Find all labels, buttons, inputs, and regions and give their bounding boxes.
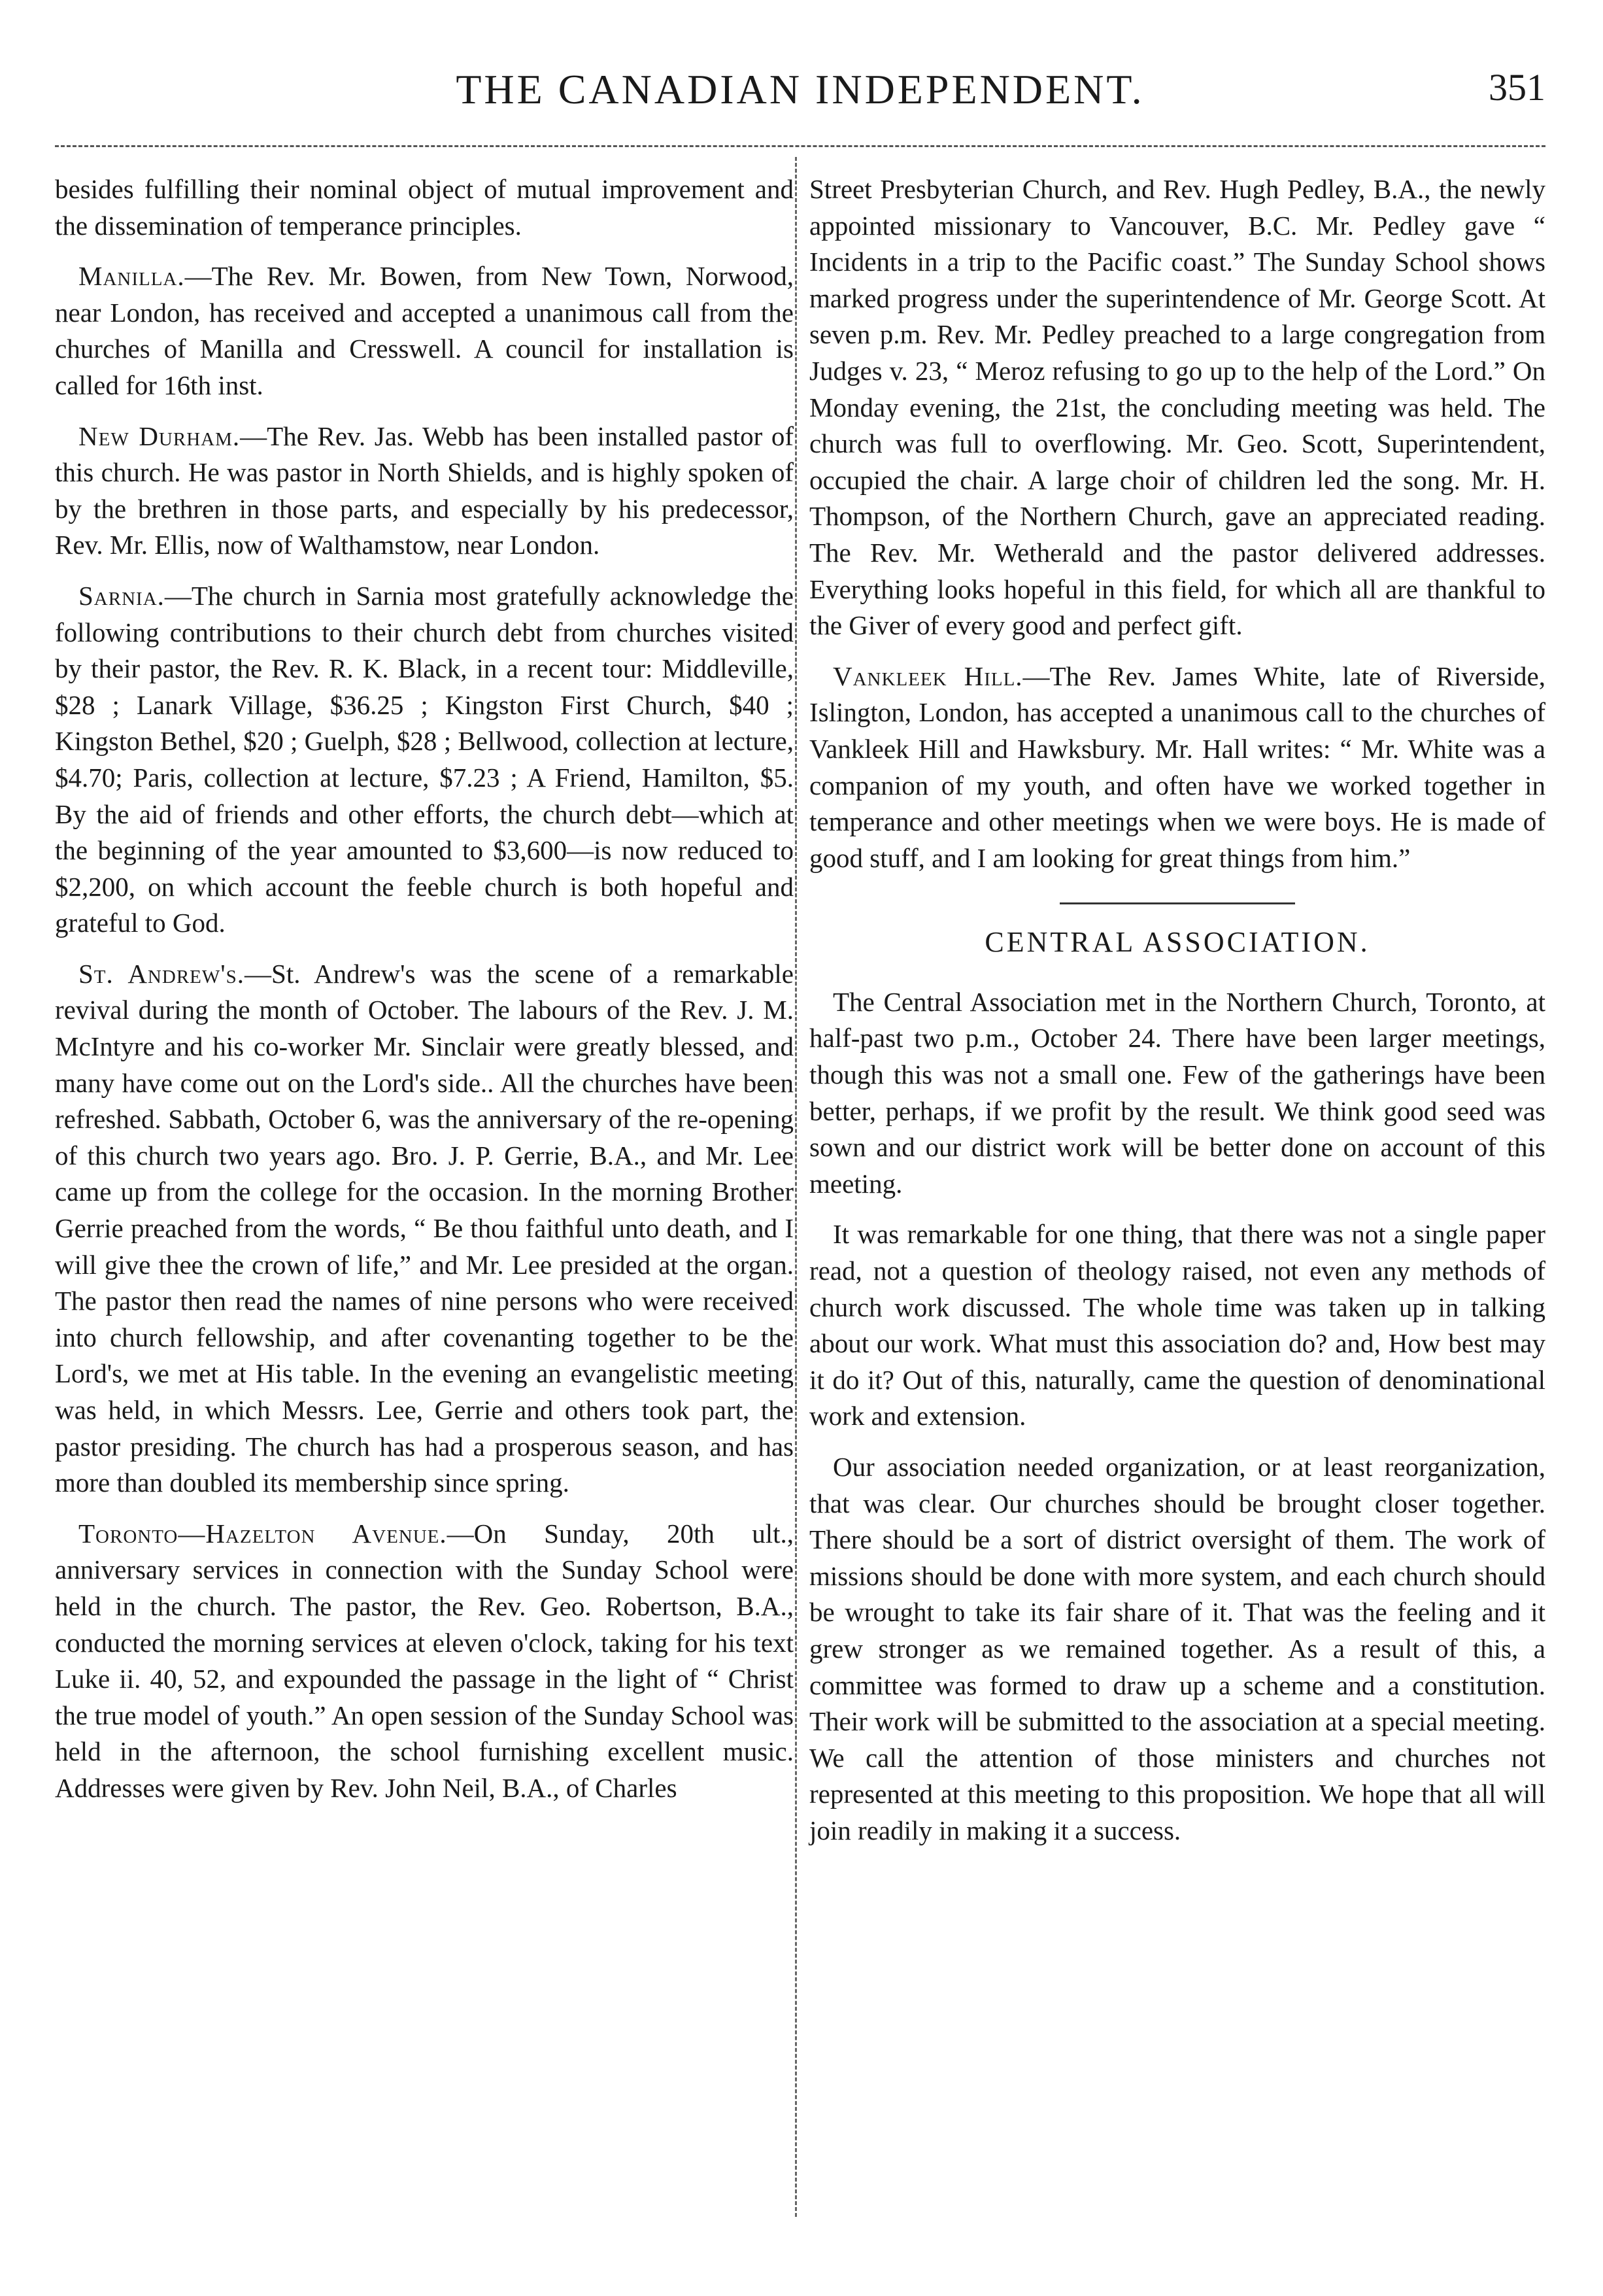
paragraph-vankleek-hill [809,659,1545,877]
section-rule [1060,902,1295,904]
column-divider [795,157,797,2217]
page-number: 351 [1489,66,1545,109]
paragraph-continued: Street Presbyterian Church, and Rev. Hugh Pedley, B.A., the newly appointed missionary to Vancouver, B.C. Mr. Pedley gave “ Incidents in a trip to the Pacific coast.” The Sunday School shows marked progress under the superintendence of Mr. George Scott. At seven p.m. Rev. Mr. Pedley preached to a large congregation from Judges v. 23, “ Meroz refusing to go up to the help of the Lord.” On Monday evening, the 21st, the concluding meeting was held. The church was full to overflowing. Mr. Geo. Scott, Superintendent, occupied the chair. A large choir of children led the song. Mr. H. Thompson, of the Northern Church, gave an appreciated reading. The Rev. Mr. Wetherald and the pastor delivered addresses. Everything looks hopeful in this field, for which all are thankful to the Giver of every good and perfect gift. [809,174,1545,641]
paragraph-lead: New Durham. [78,420,241,451]
paragraph-st-andrews [55,956,794,1501]
section-heading: CENTRAL ASSOCIATION. [985,926,1370,959]
paragraph-body: —The church in Sarnia most gratefully acknowledge the following contributions to their church debt from churches visited by their pastor, the Rev. R. K. Black, in a recent tour: Middleville, $28 ; Lanark Village, $36.25 ; Kingston First Church, $40 ; Kingston Bethel, $20 ; Guelph, $28 ; Bellwood, collection at lecture, $4.70; Paris, collection at lecture, $7.23 ; A Friend, Hamilton, $5. By the aid of friends and other efforts, the church debt—which at the beginning of the year amounted to $3,600—is now reduced to $2,200, on which account the feeble church is both hopeful and grateful to God. [55,580,794,938]
paragraph-association-2: It was remarkable for one thing, that there was not a single paper read, not a question of theology raised, not even any methods of church work discussed. The whole time was taken up in talking about our work. What must this association do? and, How best may it do it? Out of this, naturally, came the question of denominational work and extension. [809,1219,1545,1431]
paragraph-body: —The Rev. James White, late of Riverside, Islington, London, has accepted a unanimous call to the churches of Vankleek Hill and Hawksbury. Mr. Hall writes: “ Mr. White was a companion of my youth, and often have we worked together in temperance and other meetings when we were boys. He is made of good stuff, and I am looking for great things from him.” [809,660,1545,873]
paragraph-manilla [55,258,794,403]
paragraph-sarnia [55,578,794,942]
page-header [55,65,1545,118]
right-column [809,171,1545,1864]
header-rule [55,145,1545,147]
journal-title: THE CANADIAN INDEPENDENT. [456,66,1145,112]
paragraph-association-1: The Central Association met in the Northern Church, Toronto, at half-past two p.m., October 24. There have been larger meetings, though this was not a small one. Few of the gatherings have been better, perhaps, if we profit by the result. We think good seed was sown and our district work will be better done on account of this meeting. [809,986,1545,1199]
paragraph-lead: Sarnia. [78,580,165,611]
paragraph-lead: Toronto—Hazelton Avenue. [78,1518,447,1549]
paragraph-new-durham [55,419,794,564]
paragraph-toronto-hazelton [55,1516,794,1807]
paragraph-body: —The Rev. Jas. Webb has been installed pastor of this church. He was pastor in North Shields, and is highly spoken of by the brethren in those parts, and especially by his predecessor, Rev. Mr. Ellis, now of Walthamstow, near London. [55,420,794,560]
paragraph-association-3: Our association needed organization, or at least reorganization, that was clear. Our churches should be brought closer together. There should be a sort of district oversight of them. The work of missions should be done with more system, and each church should be wrought to take its fair share of it. That was the feeling and it grew stronger as we remained together. As a result of this, a committee was formed to draw up a scheme and a constitution. Their work will be submitted to the association at a special meeting. We call the attention of those ministers and churches not represented at this meeting to this proposition. We hope that all will join readily in making it a success. [809,1452,1545,1845]
paragraph-body: —St. Andrew's was the scene of a remarkable revival during the month of October. The labours of the Rev. J. M. McIntyre and his co-worker Mr. Sinclair were greatly blessed, and many have come out on the Lord's side.. All the churches have been refreshed. Sabbath, October 6, was the anniversary of the re-opening of this church two years ago. Bro. J. P. Gerrie, B.A., and Mr. Lee came up from the college for the occasion. In the morning Brother Gerrie preached from the words, “ Be thou faithful unto death, and I will give thee the crown of life,” and Mr. Lee presided at the organ. The pastor then read the names of nine persons who were received into church fellowship, and after covenanting together to be the Lord's, we met at His table. In the evening an evangelistic meeting was held, in which Messrs. Lee, Gerrie and others took part, the pastor presiding. The church has had a prosperous season, and has more than doubled its membership since spring. [55,958,794,1498]
paragraph-lead: Manilla. [78,261,185,292]
paragraph-lead: Vankleek Hill. [833,660,1023,691]
paragraph-lead: St. Andrew's. [78,958,245,989]
paragraph-body: —The Rev. Mr. Bowen, from New Town, Norwood, near London, has received and accepted a unanimous call from the churches of Manilla and Cresswell. A council for installation is called for 16th inst. [55,261,794,400]
paragraph-body: —On Sunday, 20th ult., anniversary services in connection with the Sunday School were held in the church. The pastor, the Rev. Geo. Robertson, B.A., conducted the morning services at eleven o'clock, taking for his text Luke ii. 40, 52, and expounded the passage in the light of “ Christ the true model of youth.” An open session of the Sunday School was held in the afternoon, the school furnishing excellent music. Addresses were given by Rev. John Neil, B.A., of Charles [55,1518,794,1803]
paragraph-continued: besides fulfilling their nominal object of mutual improvement and the dissemination of temperance principles. [55,174,794,241]
left-column [55,171,794,1821]
